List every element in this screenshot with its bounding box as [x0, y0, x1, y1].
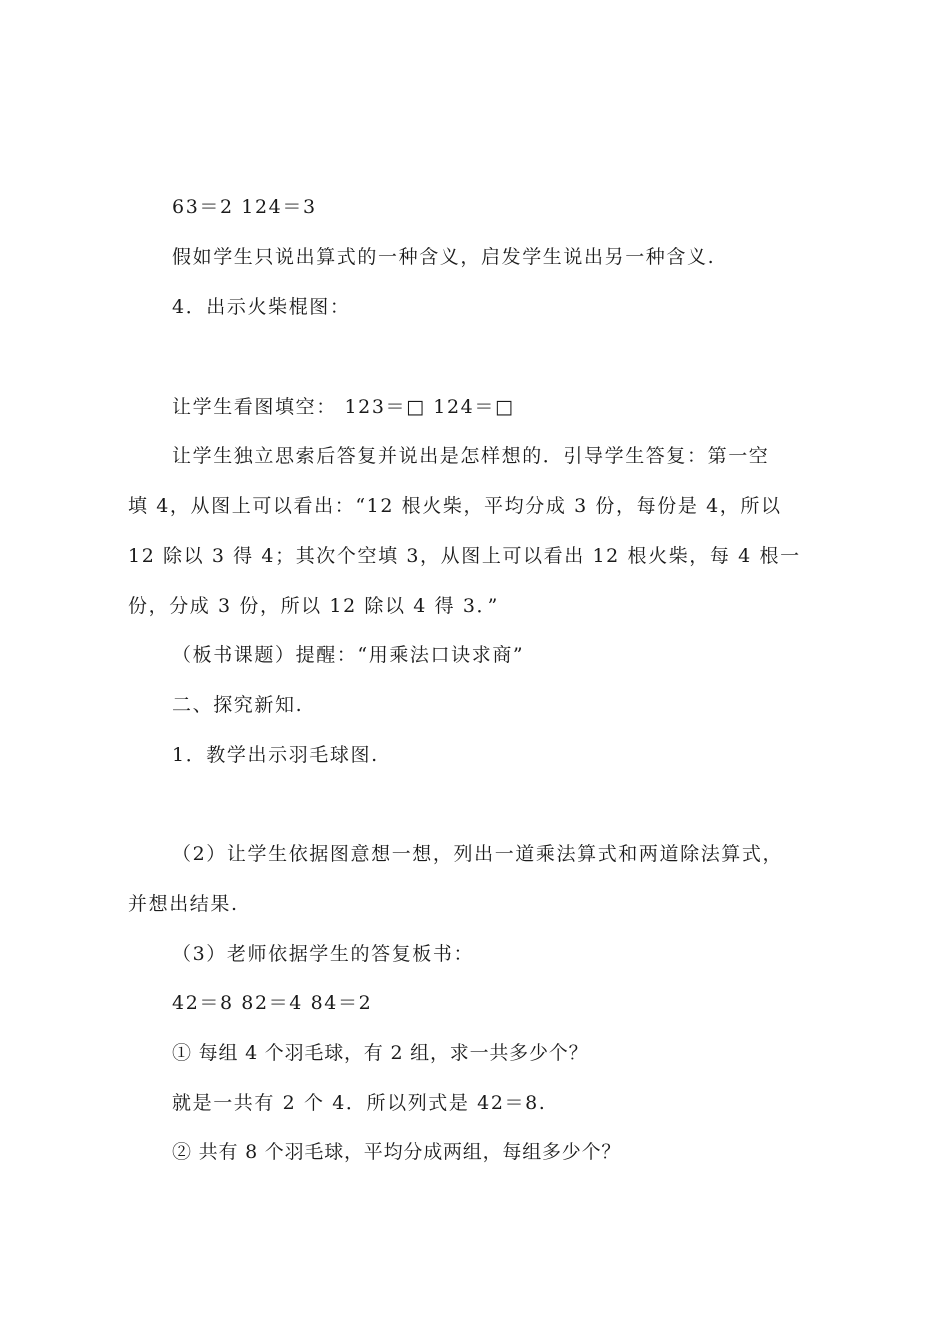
- equation-line: 42＝8 82＝4 84＝2: [172, 992, 373, 1014]
- section-heading: 二、探究新知.: [172, 694, 304, 716]
- question-line: ① 每组 4 个羽毛球，有 2 组，求一共多少个？: [172, 1042, 589, 1064]
- board-title-line: （板书课题）提醒：“用乘法口诀求商”: [172, 644, 525, 666]
- equation-line: 63＝2 124＝3: [172, 196, 317, 218]
- paragraph-line: 让学生独立思索后答复并说出是怎样想的．引导学生答复：第一空: [172, 445, 770, 467]
- paragraph-line: （3）老师依据学生的答复板书：: [172, 943, 475, 965]
- fill-blank-line: 让学生看图填空： 123＝□ 124＝□: [172, 396, 515, 418]
- paragraph-line: 并想出结果.: [128, 893, 239, 915]
- paragraph-line: 填 4，从图上可以看出：“12 根火柴，平均分成 3 份，每份是 4，所以: [128, 495, 782, 517]
- paragraph-line: 份，分成 3 份，所以 12 除以 4 得 3．”: [128, 595, 499, 617]
- step-heading: 1．教学出示羽毛球图.: [172, 744, 379, 766]
- paragraph-line: 12 除以 3 得 4；其次个空填 3，从图上可以看出 12 根火柴，每 4 根一: [128, 545, 801, 567]
- question-line: ② 共有 8 个羽毛球，平均分成两组，每组多少个？: [172, 1141, 622, 1163]
- paragraph-line: 假如学生只说出算式的一种含义，启发学生说出另一种含义.: [172, 246, 716, 268]
- paragraph-line: （2）让学生依据图意想一想，列出一道乘法算式和两道除法算式，: [172, 843, 784, 865]
- step-heading: 4．出示火柴棍图：: [172, 296, 351, 318]
- paragraph-line: 就是一共有 2 个 4．所以列式是 42＝8.: [172, 1092, 547, 1114]
